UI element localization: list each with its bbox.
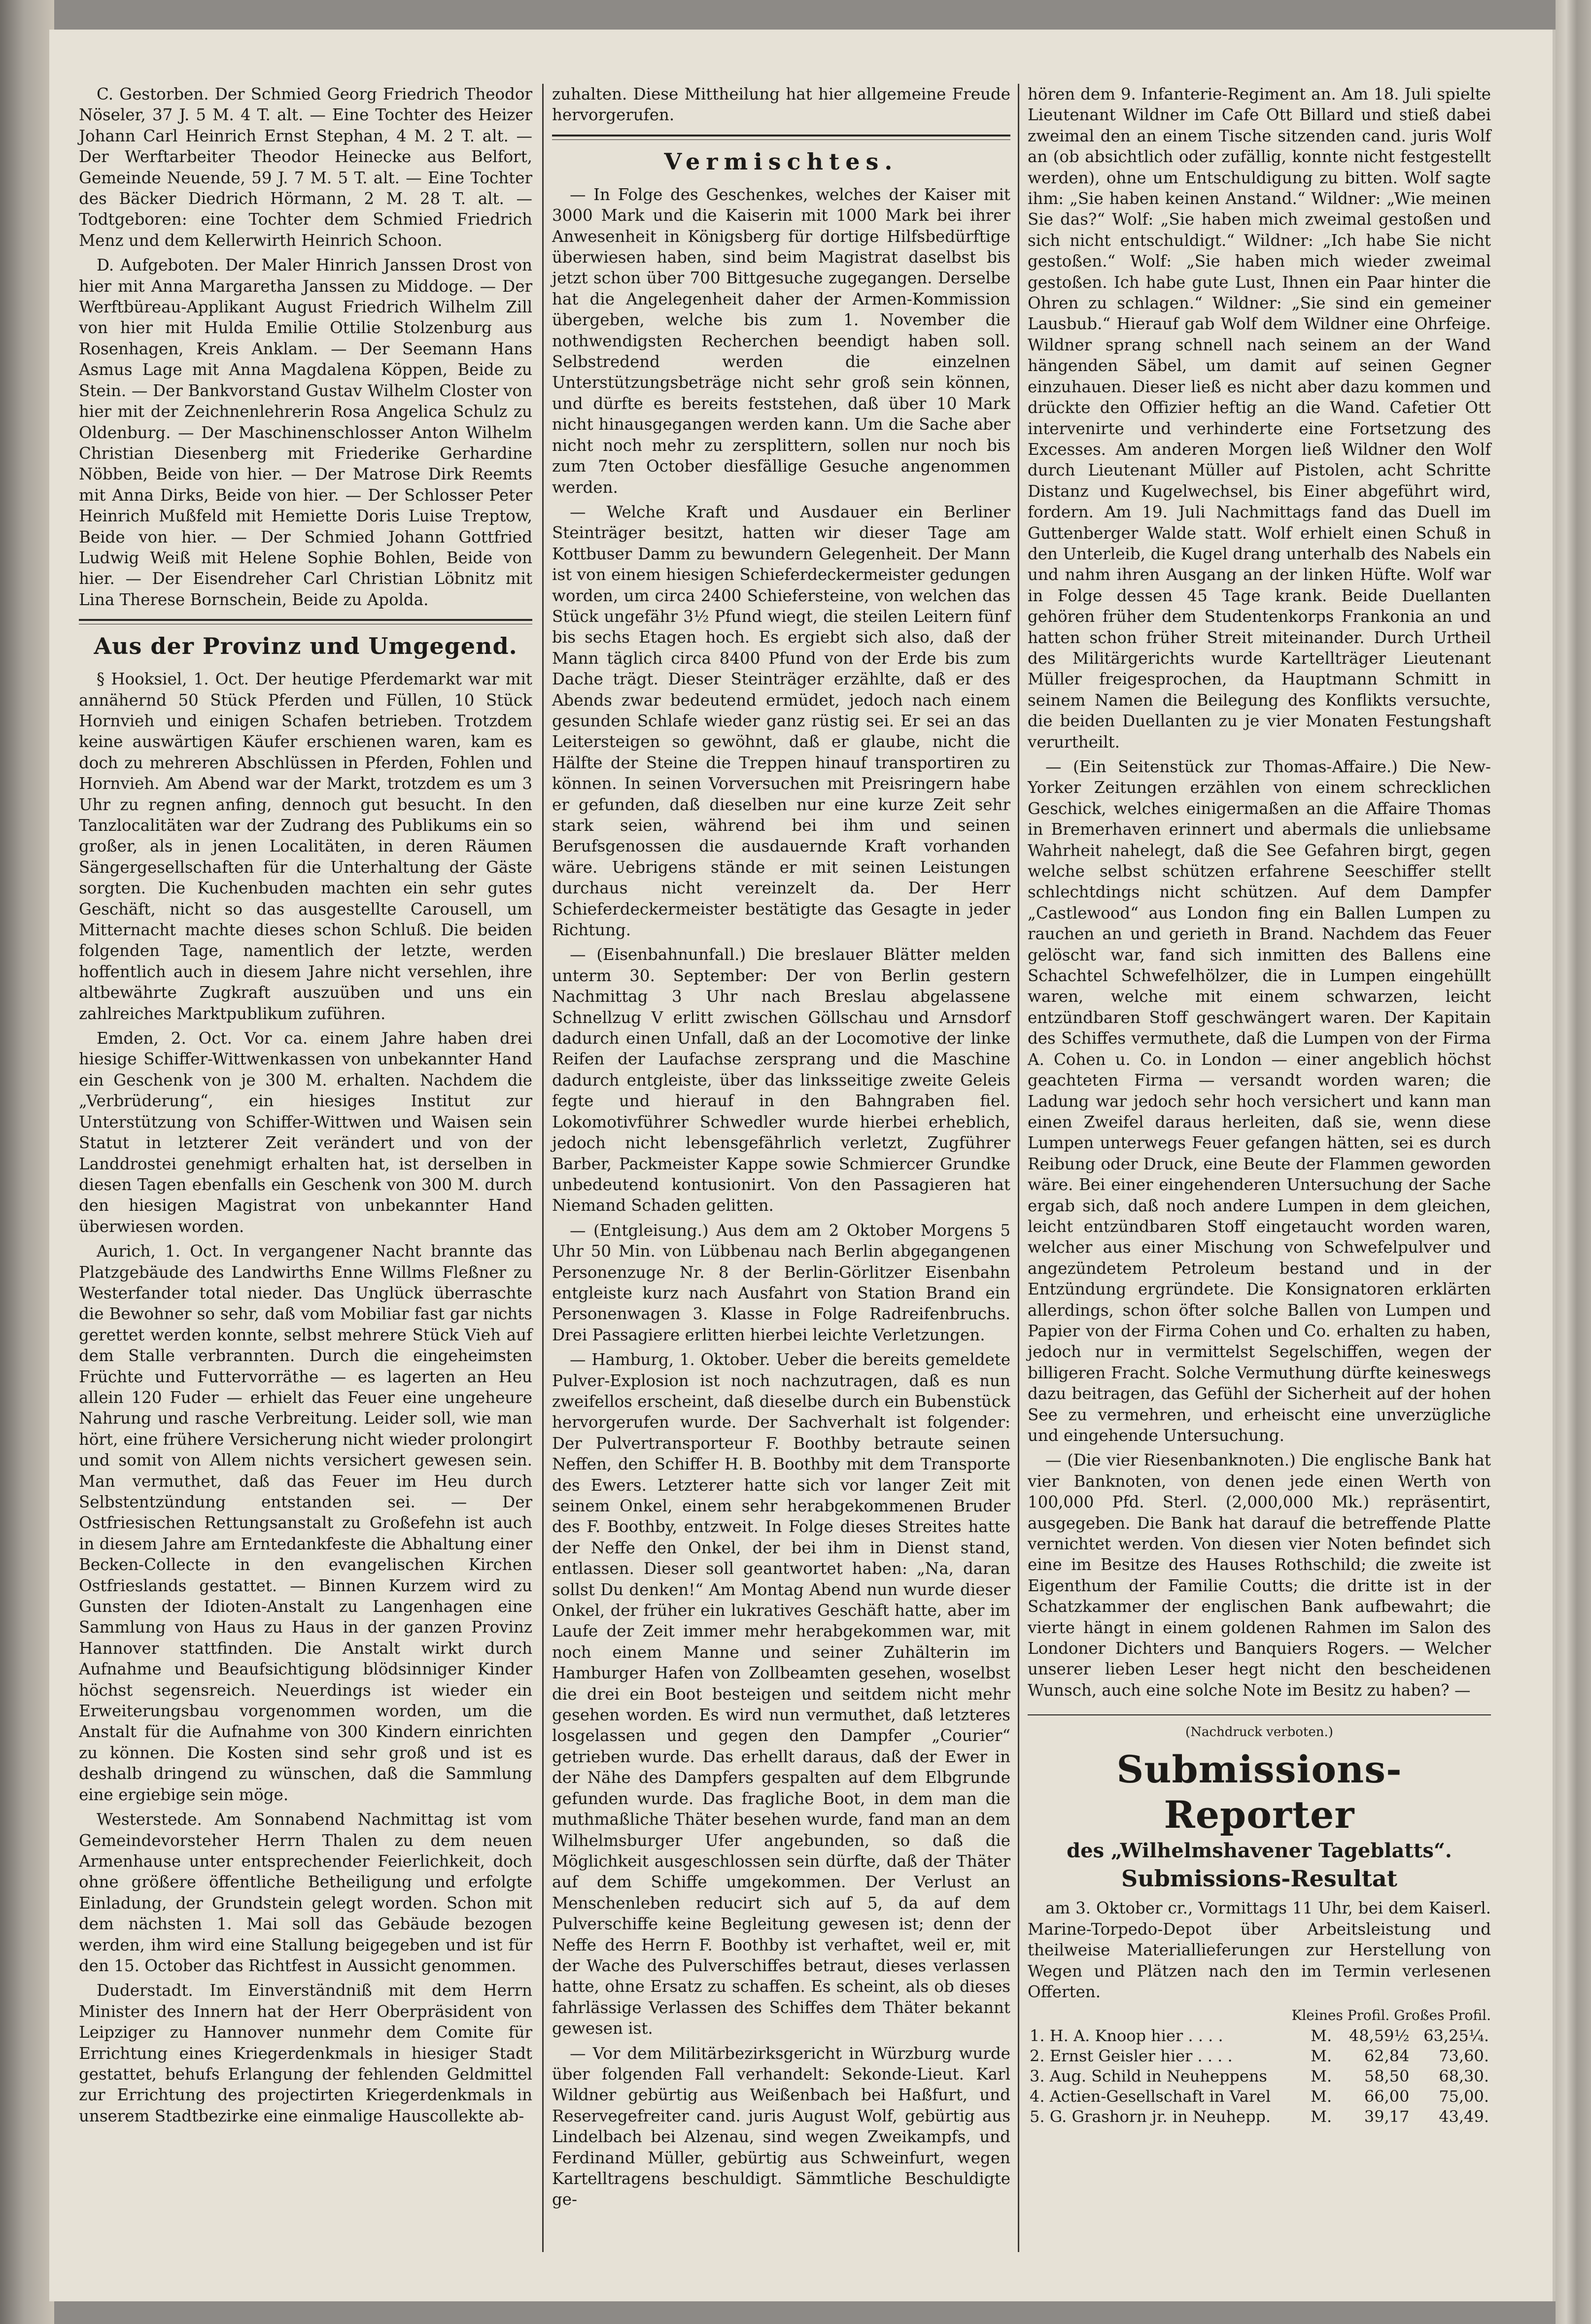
section-divider [552, 135, 1010, 140]
table-row [1028, 2086, 1491, 2107]
article-hamburg: — Hamburg, 1. Oktober. Ueber die bereits gemeldete Pulver-Explosion ist noch nachzutragen, daß es nun zweifellos erscheint, daß dieselbe durch ein Bubenstück hervorgerufen wurde. Der Sachverhalt ist folgender: Der Pulvertransporteur F. Boothby betraute seinen Neffen, den Schiffer H. B. Boothby mit dem Transporte des Ewers. Letzterer hatte sich vor langer Zeit mit seinem Onkel, einem sehr herabgekommenen Bruder des F. Boothby, entzweit. In Folge dieses Streites hatte der Neffe den Onkel, der bei ihm in Dienst stand, entlassen. Dieser soll geantwortet haben: „Na, daran sollst Du denken!“ Am Montag Abend nun wurde dieser Onkel, der früher ein lukratives Geschäft hatte, aber im Laufe der Zeit immer mehr herabgekommen war, mit noch einem Manne und seiner Zuhälterin im Hamburger Hafen von Zollbeamten gesehen, woselbst die drei ein Boot besteigen und seitdem nicht mehr gesehen worden. Es wird nun vermuthet, daß letzteres losgelassen und gegen den Dampfer „Courier“ getrieben wurde. Das erhellt daraus, daß der Ewer in der Nähe des Dampfers gespalten auf dem Elbgrunde gefunden wurde. Das fragliche Boot, in dem man die muthmaßliche Thäter besehen wurde, fand man an dem Wilhelmsburger Ufer angebunden, so daß die Möglichkeit ausgeschlossen sein dürfte, daß der Thäter auf dem Schiffe umgekommen. Der Verlust an Menschenleben reducirt sich auf 5, da auf dem Pulverschiffe keine Begleitung gewesen ist; denn der Neffe des Herrn F. Boothby ist verhaftet, weil er, mit der Wache des Pulverschiffes betraut, dieses verlassen hatte, ohne Ersatz zu schaffen. Es scheint, als ob dieses fahrlässige Verlassen des Schiffes dem Thäter bekannt gewesen ist. [552, 1350, 1010, 2038]
column-3 [1028, 84, 1491, 2127]
table-row [1028, 2107, 1491, 2127]
bidder-name: 4. Actien-Gesellschaft in Varel [1030, 2087, 1271, 2106]
article-continuation: zuhalten. Diese Mittheilung hat hier allgemeine Freude hervorgerufen. [552, 85, 1010, 125]
submission-advertisement [1028, 1714, 1491, 2127]
small-profile-price: 39,17 [1364, 2107, 1410, 2126]
article-westerstede: Westerstede. Am Sonnabend Nachmittag ist vom Gemeindevorsteher Herrn Thalen zu dem neuen Armenhause unter entsprechender Feierlichkeit, doch ohne größere öffentliche Betheiligung und erfolgte Einladung, der Grundstein gelegt worden. Schon mit dem nächsten 1. Mai soll das Gebäude bezogen werden, ihm wird eine Stallung beigegeben und ist für den 15. October das Richtfest in Aussicht genommen. [79, 1810, 532, 1975]
banns-notice: D. Aufgeboten. Der Maler Hinrich Janssen Drost von hier mit Anna Margaretha Janssen zu Middoge. — Der Werftbüreau-Applikant August Friedrich Wilhelm Zill von hier mit Hulda Emilie Ottilie Stolzenburg aus Rosenhagen, Kreis Anklam. — Der Seemann Hans Asmus Lage mit Anna Magdalena Köppen, Beide zu Stein. — Der Bankvorstand Gustav Wilhelm Closter von hier mit der Zeichnenlehrerin Rosa Angelica Schulz zu Oldenburg. — Der Maschinenschlosser Anton Wilhelm Christian Diesenberg mit Friederike Gerhardine Nöbben, Beide von hier. — Der Matrose Dirk Reemts mit Anna Dirks, Beide von hier. — Der Schlosser Peter Heinrich Mußfeld mit Hemiette Doris Luise Treptow, Beide von hier. — Der Schmied Johann Gottfried Ludwig Weiß mit Helene Sophie Bohlen, Beide von hier. — Der Eisendreher Carl Christian Löbnitz mit Lina Therese Bornschein, Beide zu Apolda. [79, 256, 532, 609]
col-header-big-profile: Großes Profil. [1394, 2007, 1491, 2024]
article-emden: Emden, 2. Oct. Vor ca. einem Jahre haben drei hiesige Schiffer-Wittwenkassen von unbekannter Hand ein Geschenk von je 300 M. erhalten. Nachdem die „Verbrüderung“, ein hiesiges Institut zur Unterstützung von Schiffer-Wittwen und Waisen sein Statut in letzterer Zeit verändert und von der Landdrostei genehmigt erhalten hat, ist derselben in diesen Tagen ebenfalls ein Geschenk von 300 M. durch den hiesigen Magistrat von unbekannter Hand überwiesen worden. [79, 1029, 532, 1236]
currency: M. [1311, 2067, 1332, 2086]
bidder-name: 2. Ernst Geisler hier . . . . [1030, 2047, 1233, 2066]
big-profile-price: 73,60. [1439, 2047, 1489, 2066]
section-heading-misc: Vermischtes. [664, 148, 899, 175]
currency: M. [1311, 2047, 1332, 2066]
page-stack-edge [1556, 0, 1591, 2324]
column-2 [552, 84, 1010, 2214]
article-duderstadt: Duderstadt. Im Einverständniß mit dem Herrn Minister des Innern hat der Herr Oberpräsident von Leipziger zu Hannover nunmehr dem Comite für Errichtung eines Kriegerdenkmals in hiesiger Stadt gestattet, behufs Erlangung der fehlenden Geldmittel zur Errichtung des projectirten Kriegerdenkmals in unserem Stadtbezirke eine einmalige Hauscollekte ab- [79, 1981, 532, 2125]
article-steintraeger: — Welche Kraft und Ausdauer ein Berliner Steinträger besitzt, hatten wir dieser Tage am Kottbuser Damm zu bewundern Gelegenheit. Der Mann ist von einem hiesigen Schieferdeckermeister gedungen worden, um circa 2400 Schiefersteine, von welchen das Stück ungefähr 3½ Pfund wiegt, die steilen Leitern fünf bis sechs Etagen hoch. Es ergiebt sich also, daß der Mann täglich circa 8400 Pfund von der Erde bis zum Dache trägt. Dieser Steinträger erzählte, daß er des Abends zwar bedeutend ermüdet, jedoch nach einem gesunden Schlafe wieder ganz rüstig sei. Er sei an das Leitersteigen so gewöhnt, daß er glaube, nicht die Hälfte der Steine die Treppen hinauf transportiren zu können. In seinen Vorversuchen mit Preisringern habe er gefunden, daß dieselben nur eine kurze Zeit sehr stark seien, während bei ihm und seinen Berufsgenossen die ausdauernde Kraft vorhanden wäre. Uebrigens stände er mit seinen Leistungen durchaus nicht vereinzelt da. Der Herr Schieferdeckermeister bestätigte das Gesagte in jeder Richtung. [552, 502, 1010, 940]
article-duel: hören dem 9. Infanterie-Regiment an. Am 18. Juli spielte Lieutenant Wildner im Cafe Ott Billard und stieß dabei zweimal den an einem Tische sitzenden cand. juris Wolf an (ob absichtlich oder zufällig, konnte nicht festgestellt werden), ohne um Entschuldigung zu bitten. Wolf sagte ihm: „Sie haben keinen Anstand.“ Wildner: „Wie meinen Sie das?“ Wolf: „Sie haben mich zweimal gestoßen und sich nicht entschuldigt.“ Wildner: „Ich habe Sie nicht gestoßen.“ Wolf: „Sie haben mich wieder zweimal gestoßen. Ich habe gute Lust, Ihnen ein Paar hinter die Ohren zu schlagen.“ Wildner: „Sie sind ein gemeiner Lausbub.“ Hierauf gab Wolf dem Wildner eine Ohrfeige. Wildner sprang schnell nach seinem an der Wand hängenden Säbel, um damit auf seinen Gegner einzuhauen. Dieser ließ es nicht aber dazu kommen und drückte den Offizier heftig an die Wand. Cafetier Ott intervenirte und verhinderte eine Fortsetzung des Excesses. Am anderen Morgen ließ Wildner den Wolf durch Lieutenant Müller auf Pistolen, acht Schritte Distanz und Kugelwechsel, bis Einer abgeführt wird, fordern. Am 19. Juli Nachmittags fand das Duell im Guttenberger Walde statt. Wolf erhielt einen Schuß in den Unterleib, die Kugel drang unterhalb des Nabels ein und nahm ihren Ausgang an der linken Hüfte. Wolf war in Folge dessen 45 Tage krank. Beide Duellanten gehören früher dem Studentenkorps Frankonia an und hatten schon früher Streit miteinander. Durch Urtheil des Militärgerichts wurde Kartellträger Lieutenant Müller freigesprochen, da Hauptmann Schmitt in seinem Namen die Beilegung des Konflikts versuchte, die beiden Duellanten zu je vier Monaten Festungshaft verurtheilt. [1028, 85, 1491, 752]
big-profile-price: 43,49. [1439, 2107, 1489, 2126]
ad-copyright-note: (Nachdruck verboten.) [1185, 1725, 1333, 1740]
results-table [1028, 2026, 1491, 2127]
ad-text: am 3. Oktober cr., Vormittags 11 Uhr, bei dem Kaiserl. Marine-Torpedo-Depot über Arbeitsleistung und theilweise Materiallieferungen zur Herstellung von Wegen und Plätzen nach den im Termin verlesenen Offerten. [1028, 1899, 1491, 2001]
article-hooksiel: § Hooksiel, 1. Oct. Der heutige Pferdemarkt war mit annähernd 50 Stück Pferden und Füllen, 10 Stück Hornvieh und einigen Schafen betrieben. Trotzdem keine auswärtigen Käufer erschienen waren, kam es doch zu mehreren Abschlüssen in Pferden, Fohlen und Hornvieh. Am Abend war der Markt, trotzdem es um 3 Uhr zu regnen anfing, dennoch gut besucht. In den Tanzlocalitäten war der Zudrang des Publikums ein so großer, als in jenen Localitäten, in deren Räumen Sängergesellschaften für die Unterhaltung der Gäste sorgten. Die Kuchenbuden machten ein sehr gutes Geschäft, nicht so das ausgestellte Carousell, um Mitternacht machte dieses schon Schluß. Die beiden folgenden Tage, namentlich der letzte, werden hoffentlich auch in diesem Jahre nicht versehlen, ihre altbewährte Zugkraft auszuüben und uns ein zahlreiches Marktpublikum zuführen. [79, 670, 532, 1023]
big-profile-price: 68,30. [1439, 2067, 1489, 2086]
col-header-small-profile: Kleines Profil. [1291, 2007, 1390, 2024]
newspaper-page [49, 30, 1553, 2301]
small-profile-price: 48,59½ [1349, 2026, 1410, 2046]
article-koenigsberg: — In Folge des Geschenkes, welches der Kaiser mit 3000 Mark und die Kaiserin mit 1000 Mark bei ihrer Anwesenheit in Königsberg für dortige Hilfsbedürftige überwiesen haben, sind beim Magistrat daselbst bis jetzt schon über 700 Bittgesuche zugegangen. Derselbe hat die Angelegenheit daher der Armen-Kommission übergeben, welche bis zum 1. November die nothwendigsten Recherchen beendigt haben soll. Selbstredend werden die einzelnen Unterstützungsbeträge nicht sehr groß sein können, und dürfte es bereits feststehen, daß über 10 Mark nicht hinausgegangen werden kann. Um die Sache aber nicht noch mehr zu zersplittern, sollen nur noch bis zum 7ten October diesfällige Gesuche angenommen werden. [552, 185, 1010, 497]
big-profile-price: 63,25¼. [1423, 2026, 1489, 2046]
table-row [1028, 2046, 1491, 2066]
small-profile-price: 62,84 [1364, 2047, 1410, 2066]
small-profile-price: 58,50 [1364, 2067, 1410, 2086]
article-aurich: Aurich, 1. Oct. In vergangener Nacht brannte das Platzgebäude des Landwirths Enne Willms Fleßner zu Westerfander total nieder. Das Unglück überraschte die Bewohner so sehr, daß vom Mobiliar fast gar nichts gerettet werden konnte, selbst mehrere Stück Vieh auf dem Stalle verbrannten. Durch die eingeheimsten Früchte und Futtervorräthe — es lagerten an Heu allein 120 Fuder — erhielt das Feuer eine ungeheure Nahrung und rasche Verbreitung. Leider soll, wie man hört, eine frühere Versicherung nicht wieder prolongirt und somit von Allem nichts versichert gewesen sein. Man vermuthet, daß das Feuer im Heu durch Selbstentzündung entstanden sei. — Der Ostfriesischen Rettungsanstalt zu Großefehn ist auch in diesem Jahre am Erntedankfeste die Abhaltung einer Becken-Collecte in den evangelischen Kirchen Ostfrieslands gestattet. — Binnen Kurzem wird zu Gunsten der Idioten-Anstalt zu Langenhagen eine Sammlung von Haus zu Haus in der ganzen Provinz Hannover stattfinden. Die Anstalt wirkt durch Aufnahme und Beaufsichtigung blödsinniger Kinder höchst segensreich. Neuerdings ist wieder ein Erweiterungsbau vorgenommen worden, um die Anstalt für die Aufnahme von 300 Kindern einrichten zu können. Die Kosten sind sehr groß und ist es deshalb dringend zu wünschen, daß die Sammlung eine ergiebige sein möge. [79, 1242, 532, 1804]
column-rule [1018, 84, 1019, 2252]
article-entgleisung: — (Entgleisung.) Aus dem am 2 Oktober Morgens 5 Uhr 50 Min. von Lübbenau nach Berlin abgegangenen Personenzuge Nr. 8 der Berlin-Görlitzer Eisenbahn entgleiste kurz nach Ausfahrt von Station Brand ein Personenwagen 3. Klasse in Folge Radreifenbruchs. Drei Passagiere erlitten hierbei leichte Verletzungen. [552, 1221, 1010, 1344]
article-wuerzburg: — Vor dem Militärbezirksgericht in Würzburg wurde über folgenden Fall verhandelt: Sekonde-Lieut. Karl Wildner gebürtig aus Weißenbach bei Haßfurt, und Reservegefreiter cand. juris August Wolf, gebürtig aus Lindelbach bei Alzenau, sind wegen Zweikampfs, und Ferdinand Müller, gebürtig aus Schweinfurt, wegen Kartelltragens beschuldigt. Sämmtliche Beschuldigte ge- [552, 2044, 1010, 2209]
table-row [1028, 2066, 1491, 2086]
bidder-name: 1. H. A. Knoop hier . . . . [1030, 2026, 1223, 2046]
article-eisenbahnunfall: — (Eisenbahnunfall.) Die breslauer Blätter melden unterm 30. September: Der von Berlin gestern Nachmittag 3 Uhr nach Breslau abgelassene Schnellzug V erlitt zwischen Göllschau und Arnsdorf dadurch einen Unfall, daß an der Locomotive der linke Reifen der Laufachse zersprang und die Maschine dadurch entgleiste, über das linksseitige zweite Geleis fegte und hierauf in den Bahngraben fiel. Lokomotivführer Schwedler wurde hierbei erheblich, jedoch nicht lebensgefährlich verletzt, Zugführer Barber, Packmeister Kappe sowie Schmiercer Grundke unbedeutend kontusionirt. Von den Passagieren hat Niemand Schaden gelitten. [552, 945, 1010, 1215]
section-divider [79, 619, 532, 624]
book-spine [0, 0, 54, 2324]
currency: M. [1311, 2087, 1332, 2106]
article-thomas-affaire: — (Ein Seitenstück zur Thomas-Affaire.) Die New-Yorker Zeitungen erzählen von einem schrecklichen Geschick, welches einigermaßen an die Affaire Thomas in Bremerhaven erinnert und abermals die unliebsame Wahrheit nahelegt, daß die See Gefahren birgt, gegen welche selbst schützen erfahrene Seeschiffer stellt schlechtdings nicht schützen. Auf dem Dampfer „Castlewood“ aus London fing ein Ballen Lumpen zu rauchen an und gerieth in Brand. Nachdem das Feuer gelöscht war, fand sich inmitten des Ballens eine Schachtel Schwefelhölzer, die in Lumpen eingehüllt waren, welche mit einem schwarzen, leicht entzündbaren Stoff geschwängert waren. Der Kapitain des Schiffes vermuthete, daß die Lumpen von der Firma A. Cohen u. Co. in London — einer angeblich höchst geachteten Firma — versandt worden waren; die Ladung war jedoch sehr hoch versichert und kann man einen Zweifel daraus herleiten, daß sie, wenn diese Lumpen unterwegs Feuer gefangen hätten, sei es durch Reibung oder Druck, eine Beute der Flammen geworden wäre. Bei einer eingehenderen Untersuchung der Sache ergab sich, daß noch andere Lumpen in dem gleichen, leicht entzündbaren Stoff eingetaucht worden waren, welcher aus einer Mischung von Schwefelpulver und angezündetem Petroleum bestand und in der Entzündung ergründete. Die Konsignatoren erklärten allerdings, schon öfter solche Ballen von Lumpen und Papier von der Firma Cohen und Co. erhalten zu haben, jedoch nur in vermittelst Segelschiffen, wegen der billigeren Fracht. Solche Vermuthung dürfte keineswegs dazu beitragen, das Gefühl der Sicherheit auf der hohen See zu vermehren, und erheischt eine unverzügliche und eingehende Untersuchung. [1028, 757, 1491, 1445]
ad-title: Submissions-Reporter [1116, 1747, 1402, 1837]
currency: M. [1311, 2026, 1332, 2046]
section-heading-province: Aus der Provinz und Umgegend. [94, 633, 518, 660]
table-row [1028, 2026, 1491, 2046]
bidder-name: 3. Aug. Schild in Neuheppens [1030, 2067, 1267, 2086]
bidder-name: 5. G. Grashorn jr. in Neuhepp. [1030, 2107, 1271, 2126]
ad-subtitle: des „Wilhelmshavener Tageblatts“. [1067, 1839, 1452, 1863]
column-1 [79, 84, 532, 2130]
ad-divider [1028, 1714, 1491, 1715]
currency: M. [1311, 2107, 1332, 2126]
small-profile-price: 66,00 [1364, 2087, 1410, 2106]
column-rule [542, 84, 544, 2252]
deaths-notice: C. Gestorben. Der Schmied Georg Friedrich Theodor Nöseler, 37 J. 5 M. 4 T. alt. — Eine Tochter des Heizer Johann Carl Heinrich Ernst Stephan, 4 M. 2 T. alt. — Der Werftarbeiter Theodor Heinecke aus Belfort, Gemeinde Neuende, 59 J. 7 M. 5 T. alt. — Eine Tochter des Bäcker Diedrich Hörmann, 2 M. 28 T. alt. — Todtgeboren: eine Tochter dem Schmied Friedrich Menz und dem Kellerwirth Heinrich Schoon. [79, 85, 532, 250]
article-banknotes: — (Die vier Riesenbanknoten.) Die englische Bank hat vier Banknoten, von denen jede einen Werth von 100,000 Pfd. Sterl. (2,000,000 Mk.) repräsentirt, ausgegeben. Die Bank hat darauf die betreffende Platte vernichtet werden. Von diesen vier Noten befindet sich eine im Besitze des Hauses Rothschild; die zweite ist Eigenthum der Familie Coutts; die dritte ist in der Schatzkammer der englischen Bank aufbewahrt; die vierte hängt in einem goldenen Rahmen im Salon des Londoner Dichters und Banquiers Rogers. — Welcher unserer lieben Leser hegt nicht den bescheidenen Wunsch, auch eine solche Note im Besitz zu haben? — [1028, 1451, 1491, 1700]
big-profile-price: 75,00. [1439, 2087, 1489, 2106]
ad-result-heading: Submissions-Resultat [1121, 1865, 1397, 1892]
results-column-headers [1028, 2006, 1491, 2025]
